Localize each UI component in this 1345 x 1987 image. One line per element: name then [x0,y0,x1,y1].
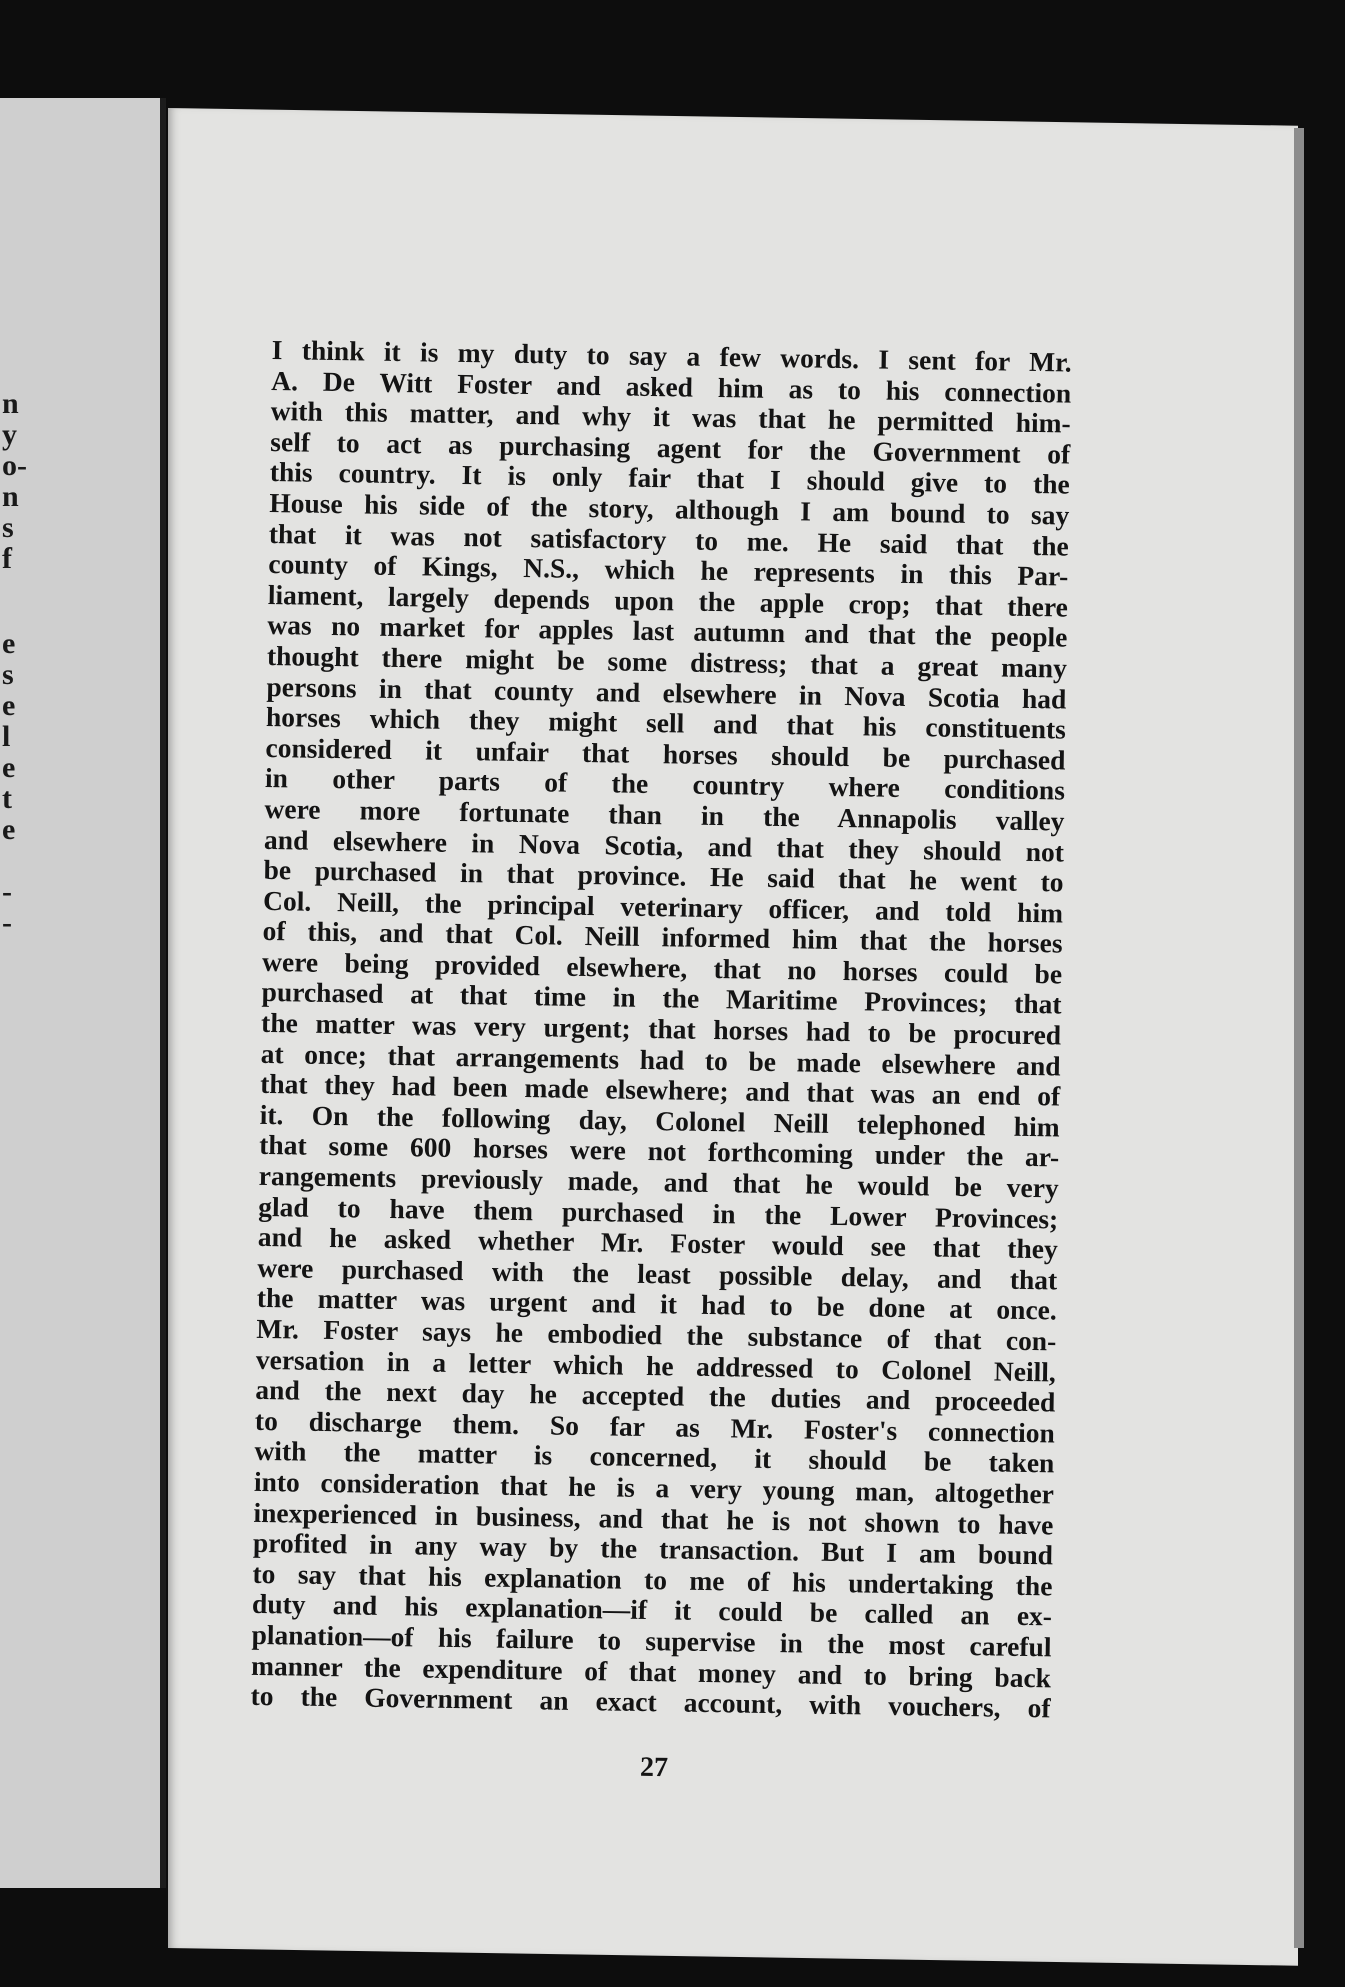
text-line: House his side of the story, although I am bound to say [269,486,1070,531]
edge-letter: o- [2,449,27,482]
text-line: in other parts of the country where conditions [264,762,1066,806]
text-line: was no market for apples last autumn and that the people [267,609,1068,653]
text-line: profited in any way by the transaction. But I am bound [252,1527,1054,1571]
edge-mark [2,845,15,876]
edge-letter: y [2,418,17,451]
text-line: liament, largely depends upon the apple crop; that there [267,578,1069,623]
text-line: the matter was very urgent; that horses had to be procured [260,1006,1062,1051]
text-line: to the Government an exact account, with vouchers, of [250,1679,1051,1724]
page-edge-shadow [1294,128,1304,1948]
edge-mark: - [2,875,12,908]
text-line: planation—of his failure to supervise in the most careful [251,1618,1052,1663]
edge-mark: e [2,689,16,722]
text-line: and elsewhere in Nova Scotia, and that they should not [263,823,1065,868]
adjacent-page-marks [2,628,15,938]
text-line: considered it unfair that horses should be purchased [265,731,1066,776]
text-line: thought there might be some distress; that a great many [266,639,1068,684]
text-line: with the matter is concerned, it should be taken [254,1435,1055,1479]
text-line: and the next day he accepted the duties and proceeded [255,1374,1056,1418]
adjacent-page-edge [0,98,166,1888]
text-line: purchased at that time in the Maritime Provinces; that [261,976,1062,1020]
text-line: inexperienced in business, and that he is not shown to have [253,1496,1054,1540]
text-line: to discharge them. So far as Mr. Foster's connection [254,1404,1056,1449]
text-line: were being provided elsewhere, that no horses could be [261,945,1063,990]
text-line: that some 600 horses were not forthcoming under the ar- [259,1129,1060,1173]
text-line: to say that his explanation to me of his undertaking the [252,1557,1053,1602]
edge-mark: s [2,658,14,691]
text-line: Col. Neill, the principal veterinary officer, and told him [262,884,1064,929]
text-line: versation in a letter which he addressed to Colonel Neill, [255,1343,1057,1388]
text-line: were more fortunate than in the Annapolis valley [264,792,1065,837]
text-line: manner the expenditure of that money and to bring back [250,1649,1052,1693]
edge-letter: n [2,480,19,513]
text-line: at once; that arrangements had to be made elsewhere and [260,1037,1061,1082]
edge-mark: - [2,906,12,939]
adjacent-page-letters [2,388,27,574]
text-line: of this, and that Col. Neill informed him that the horses [262,915,1063,959]
body-text [250,335,1072,1724]
edge-mark: e [2,751,16,784]
text-line: with this matter, and why it was that he permitted him- [270,395,1071,439]
text-line: county of Kings, N.S., which he represents in this Par- [268,548,1069,592]
text-line: self to act as purchasing agent for the Government of [270,425,1071,470]
page-number: 27 [639,1751,669,1784]
edge-letter: n [2,387,19,420]
text-line: A. De Witt Foster and asked him as to his connection [271,364,1072,409]
edge-mark: l [2,720,11,753]
text-line: were purchased with the least possible delay, and that [257,1251,1058,1296]
edge-letter: f [2,542,12,575]
text-line: this country. It is only fair that I should give to the [269,456,1070,500]
text-line: I think it is my duty to say a few words. I sent for Mr. [271,334,1072,378]
edge-mark: e [2,627,16,660]
paragraph [250,335,1072,1724]
text-line: Mr. Foster says he embodied the substance of that con- [256,1312,1057,1357]
text-line: it. On the following day, Colonel Neill telephoned him [259,1098,1060,1143]
text-line: be purchased in that province. He said that he went to [263,854,1064,898]
text-line: that it was not satisfactory to me. He said that the [268,517,1070,562]
edge-letter: s [2,511,14,544]
text-line: persons in that county and elsewhere in Nova Scotia had [266,670,1067,715]
text-line: the matter was urgent and it had to be done at once. [256,1282,1058,1326]
edge-mark: t [2,782,12,815]
text-line: horses which they might sell and that his constituents [265,701,1067,745]
text-line: duty and his explanation—if it could be called an ex- [251,1588,1053,1632]
text-line: glad to have them purchased in the Lower Provinces; [258,1190,1059,1235]
text-line: rangements previously made, and that he would be very [258,1159,1059,1204]
text-line: into consideration that he is a very young man, altogether [253,1465,1055,1510]
text-line: that they had been made elsewhere; and that was an end of [259,1068,1061,1112]
edge-mark: e [2,813,16,846]
text-line: and he asked whether Mr. Foster would see that they [257,1221,1058,1265]
